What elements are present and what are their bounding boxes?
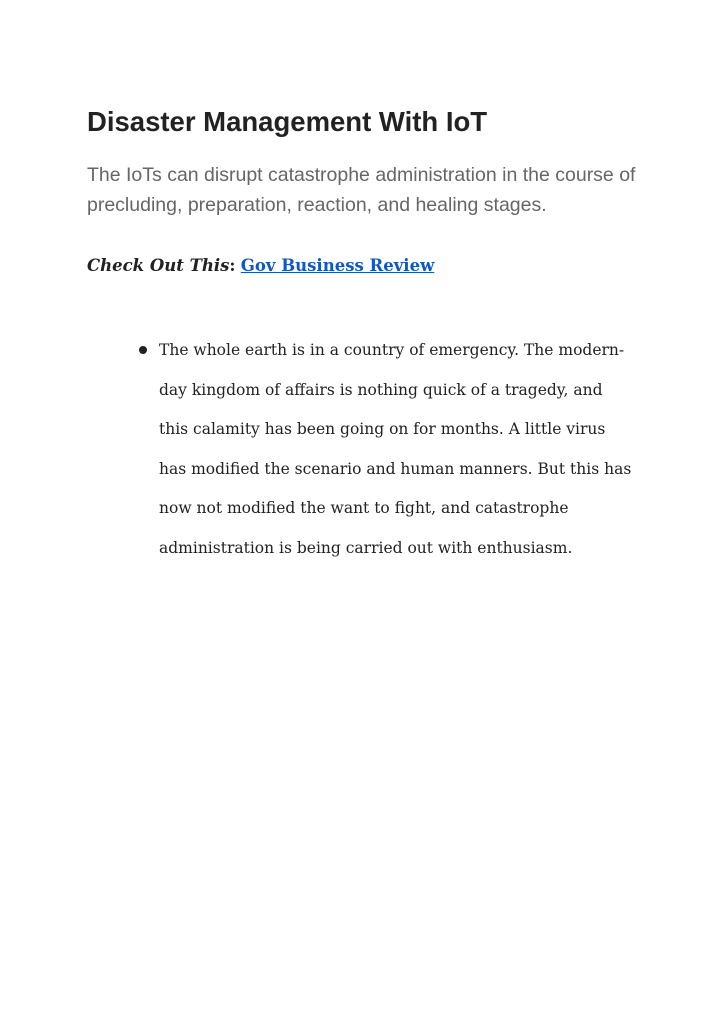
- gov-business-review-link[interactable]: Gov Business Review: [240, 256, 435, 275]
- bullet-icon: [139, 346, 147, 354]
- check-out-line: [87, 252, 434, 280]
- bullet-list: [136, 331, 636, 568]
- check-out-label: Check Out This: [87, 256, 230, 275]
- list-item: [136, 331, 636, 568]
- intro-paragraph: The IoTs can disrupt catastrophe administration in the course of precluding, preparation, reaction, and healing stages.: [87, 164, 636, 216]
- check-out-separator: :: [229, 256, 236, 275]
- page-title: Disaster Management With IoT: [87, 106, 488, 137]
- list-item-text: The whole earth is in a country of emergency. The modern-day kingdom of affairs is nothing quick of a tragedy, and this calamity has been going on for months. A little virus has modified the scenario and human manners. But this has now not modified the want to fight, and catastrophe administration is being carried out with enthusiasm.: [159, 341, 632, 557]
